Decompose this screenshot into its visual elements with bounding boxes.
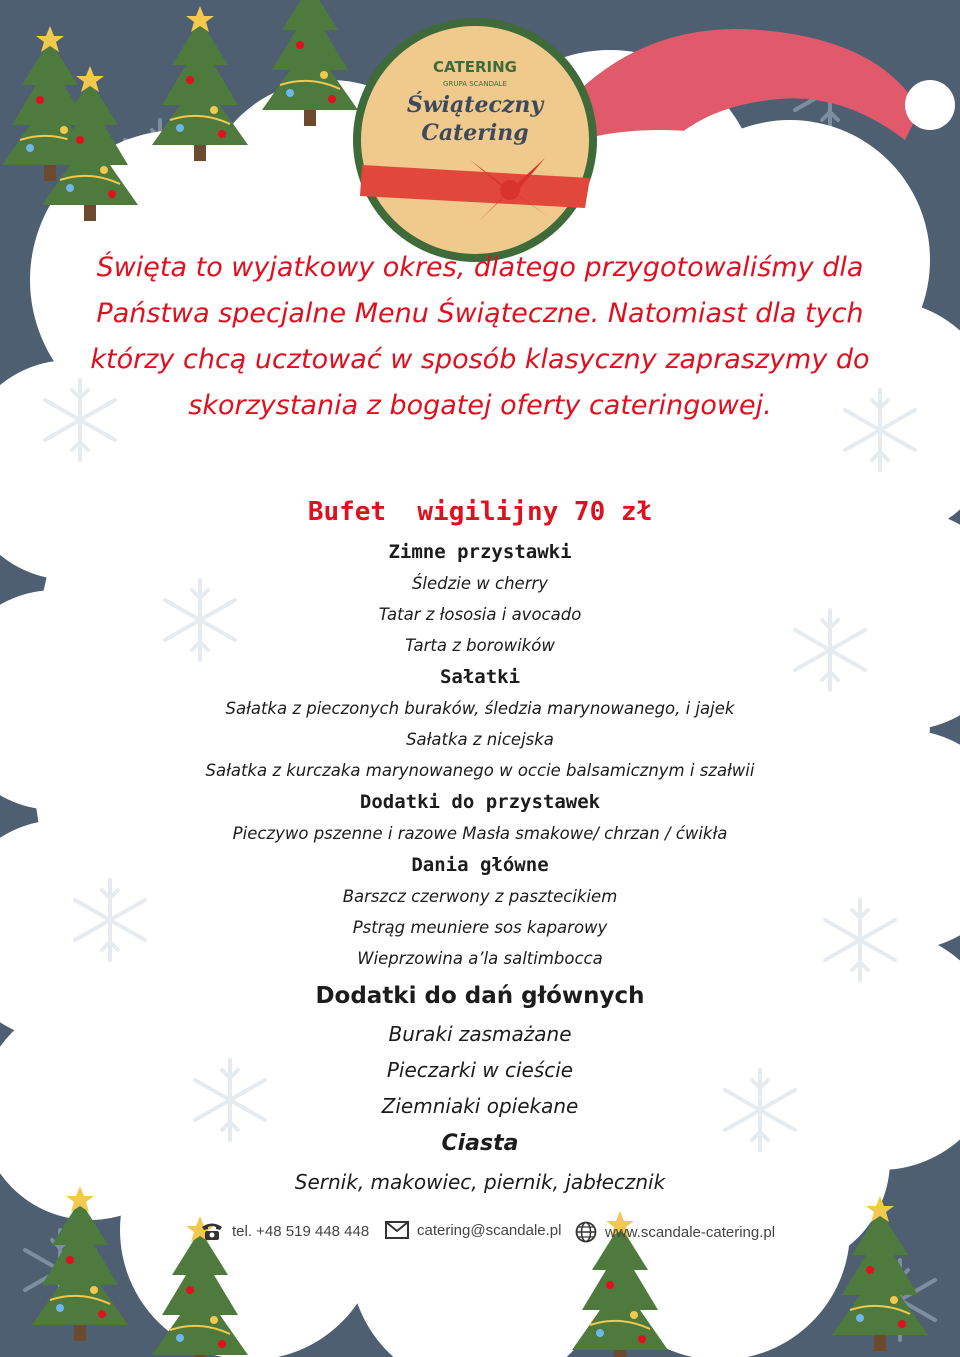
menu-item: Pieczarki w cieście bbox=[386, 1058, 574, 1082]
section-heading: Dodatki do przystawek bbox=[359, 791, 601, 813]
logo-title-line1: Świąteczny bbox=[406, 92, 544, 118]
intro-paragraph bbox=[60, 245, 900, 429]
menu-item: Tarta z borowików bbox=[405, 636, 555, 655]
phone-icon bbox=[200, 1221, 224, 1241]
footer-email bbox=[385, 1221, 561, 1239]
menu-item: Śledzie w cherry bbox=[411, 574, 549, 593]
menu-item: Ziemniaki opiekane bbox=[381, 1094, 579, 1118]
menu-item: Pstrąg meuniere sos kaparowy bbox=[352, 918, 608, 937]
menu-item: Pieczywo pszenne i razowe Masła smakowe/ chrzan / ćwikła bbox=[232, 824, 728, 843]
logo-brand: CATERING bbox=[433, 58, 517, 76]
menu-item: Wieprzowina a’la saltimbocca bbox=[357, 949, 603, 968]
section-heading: Dania główne bbox=[411, 854, 549, 876]
email-link[interactable]: catering@scandale.pl bbox=[417, 1221, 562, 1239]
footer-phone bbox=[200, 1221, 369, 1241]
logo-badge bbox=[353, 18, 597, 262]
menu bbox=[80, 492, 880, 1200]
phone-text[interactable]: tel. +48 519 448 448 bbox=[232, 1222, 370, 1240]
menu-item: Sernik, makowiec, piernik, jabłecznik bbox=[294, 1170, 666, 1194]
menu-item: Buraki zasmażane bbox=[388, 1022, 572, 1046]
menu-title: Bufet wigilijny 70 zł bbox=[307, 497, 653, 527]
logo-title-line2: Catering bbox=[421, 120, 529, 146]
section-heading: Sałatki bbox=[439, 666, 521, 688]
website-link[interactable]: www.scandale-catering.pl bbox=[605, 1223, 776, 1241]
globe-icon bbox=[575, 1221, 597, 1243]
footer-website bbox=[575, 1221, 775, 1243]
contact-footer bbox=[190, 1217, 790, 1247]
intro-line: którzy chcą ucztować w sposób klasyczny zapraszymy do bbox=[90, 344, 870, 375]
intro-line: Święta to wyjatkowy okres, dlatego przygotowaliśmy dla bbox=[96, 252, 864, 283]
menu-item: Sałatka z pieczonych buraków, śledzia marynowanego, i jajek bbox=[225, 699, 735, 718]
intro-line: skorzystania z bogatej oferty cateringowej. bbox=[188, 390, 772, 421]
menu-item: Tatar z łososia i avocado bbox=[378, 605, 582, 624]
logo-group: GRUPA SCANDALE bbox=[443, 80, 507, 88]
intro-line: Państwa specjalne Menu Świąteczne. Natomiast dla tych bbox=[96, 298, 864, 329]
menu-item: Sałatka z nicejska bbox=[406, 730, 554, 749]
menu-item: Barszcz czerwony z pasztecikiem bbox=[342, 887, 618, 906]
section-heading: Ciasta bbox=[441, 1131, 519, 1156]
menu-item: Sałatka z kurczaka marynowanego w occie balsamicznym i szałwii bbox=[205, 761, 755, 780]
envelope-icon bbox=[385, 1221, 409, 1239]
section-heading: Zimne przystawki bbox=[388, 541, 572, 563]
section-heading: Dodatki do dań głównych bbox=[315, 983, 645, 1009]
